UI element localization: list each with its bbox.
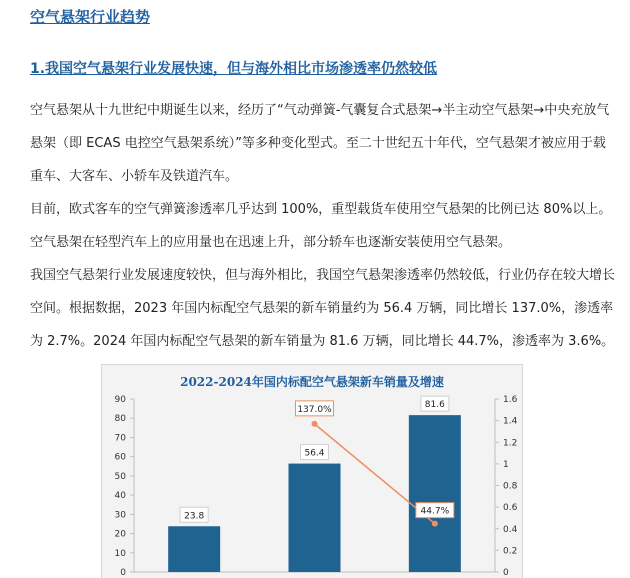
y-right-tick-label: 0.8 (503, 481, 518, 492)
bar-data-label: 23.8 (184, 511, 205, 522)
subsection-title: 1.我国空气悬架行业发展快速，但与海外相比市场渗透率仍然较低 (30, 61, 438, 77)
y-left-tick-label: 60 (114, 452, 126, 463)
growth-point (312, 421, 318, 427)
bar-2022 (168, 526, 220, 572)
y-left-tick-label: 50 (114, 471, 126, 482)
y-left-tick-label: 40 (114, 491, 126, 502)
y-left-tick-label: 20 (114, 529, 126, 540)
y-left-tick-label: 30 (114, 510, 126, 521)
y-left-tick-label: 10 (114, 548, 126, 559)
y-right-tick-label: 1 (503, 459, 509, 470)
y-right-tick-label: 0.6 (503, 503, 518, 514)
bar-data-label: 56.4 (304, 448, 325, 459)
paragraph-light-vehicles: 空气悬架在轻型汽车上的应用量也在迅速上升，部分轿车也逐渐安装使用空气悬架。 (30, 235, 512, 250)
y-right-tick-label: 1.2 (503, 438, 518, 449)
y-right-tick-label: 0 (503, 568, 509, 578)
bar-data-label: 81.6 (424, 400, 445, 411)
bar-2024 (409, 415, 461, 572)
y-right-tick-label: 0.4 (503, 524, 518, 535)
chart-title: 2022-2024年国内标配空气悬架新车销量及增速 (180, 375, 444, 389)
paragraph-history: 空气悬架从十九世纪中期诞生以来，经历了“气动弹簧-气囊复合式悬架→半主动空气悬架→中央充放气悬架（即 ECAS 电控空气悬架系统）”等多种变化型式。至二十世纪五十年代，空气悬架才被应用于载重车、大客车、小轿车及铁道汽车。 (30, 103, 610, 184)
bar-2023 (289, 464, 341, 572)
growth-data-label: 137.0% (297, 404, 332, 415)
chart-svg (102, 365, 522, 578)
y-right-tick-label: 0.2 (503, 546, 518, 557)
y-left-tick-label: 0 (120, 568, 126, 578)
growth-data-label: 44.7% (420, 506, 450, 517)
y-right-tick-label: 1.4 (503, 416, 518, 427)
chart-container (101, 364, 523, 578)
y-right-tick-label: 1.6 (503, 395, 518, 405)
y-left-tick-label: 80 (114, 414, 126, 425)
growth-point (432, 521, 438, 527)
paragraph-europe: 目前，欧式客车的空气弹簧渗透率几乎达到 100%，重型载货车使用空气悬架的比例已达 80%以上。 (30, 202, 612, 217)
y-left-tick-label: 70 (114, 433, 126, 444)
paragraph-china-market: 我国空气悬架行业发展速度较快，但与海外相比，我国空气悬架渗透率仍然较低，行业仍存在较大增长空间。根据数据，2023 年国内标配空气悬架的新车销量约为 56.4 万辆，同比增长 137.0%，渗透率为 2.7%。2024 年国内标配空气悬架的新车销量为 81.6 万辆，同比增长 44.7%，渗透率为 3.6%。 (30, 268, 616, 349)
y-left-tick-label: 90 (114, 395, 126, 405)
section-title: 空气悬架行业趋势 (30, 8, 151, 26)
